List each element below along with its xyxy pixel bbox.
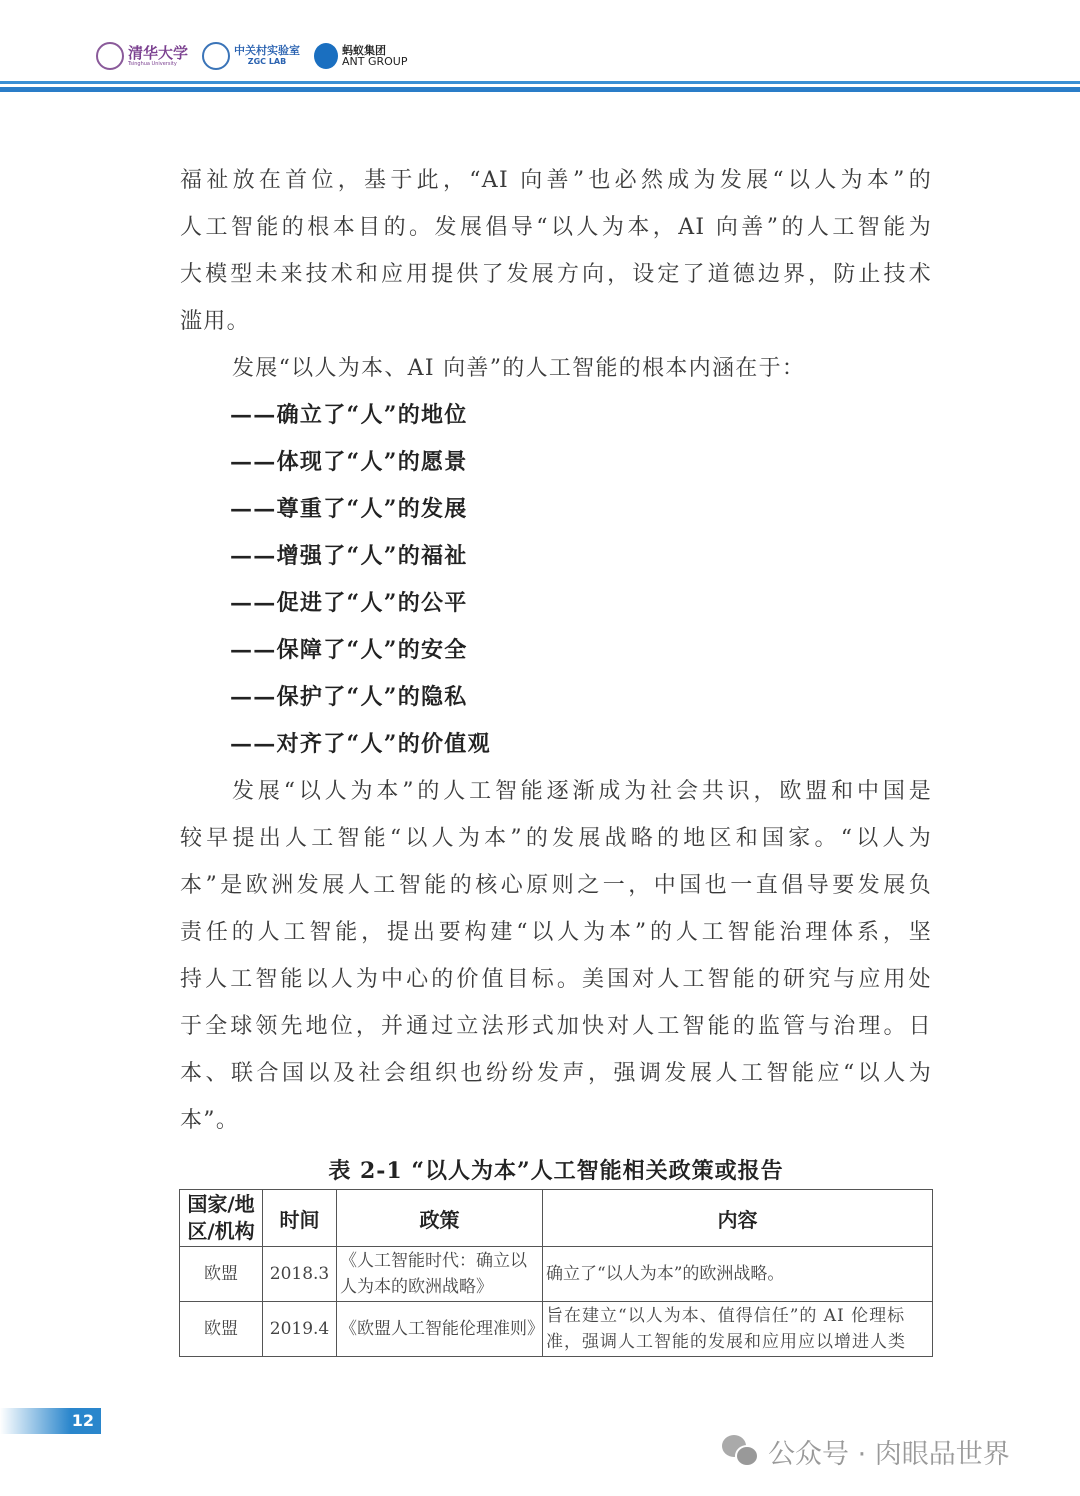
text-line: 责任的人工智能，提出要构建“以人为本”的人工智能治理体系，坚 (180, 920, 932, 945)
page-number: 12 (0, 1408, 101, 1434)
text-line: 滥用。 (180, 309, 250, 334)
list-item: ——对齐了“人”的价值观 (230, 731, 491, 757)
text-line: 于全球领先地位，并通过立法形式加快对人工智能的监管与治理。日 (180, 1014, 932, 1039)
table-caption: 表 2-1 “以人为本”人工智能相关政策或报告 (328, 1158, 784, 1184)
cell-content: 确立了“以人为本”的欧洲战略。 (543, 1247, 933, 1302)
text-line: 本、联合国以及社会组织也纷纷发声，强调发展人工智能应“以人为 (180, 1061, 932, 1086)
text-line: 人工智能的根本目的。发展倡导“以人为本，AI 向善”的人工智能为 (180, 215, 932, 240)
header-policy: 政策 (337, 1190, 543, 1247)
tsinghua-logo: 清华大学 Tsinghua University (96, 42, 188, 70)
ant-group-logo: 蚂蚁集团 ANT GROUP (314, 43, 407, 69)
cell-policy: 《人工智能时代：确立以人为本的欧洲战略》 (337, 1247, 543, 1302)
table-row (180, 1247, 933, 1302)
text-line: 持人工智能以人为中心的价值目标。美国对人工智能的研究与应用处 (180, 967, 932, 992)
zgc-lab-logo: 中关村实验室 ZGC LAB (202, 42, 300, 70)
list-item: ——尊重了“人”的发展 (230, 496, 468, 522)
list-item: ——保障了“人”的安全 (230, 637, 468, 663)
text-line: 发展“以人为本、AI 向善”的人工智能的根本内涵在于： (232, 356, 806, 381)
table-row (180, 1302, 933, 1357)
header-logos (96, 36, 408, 76)
list-item: ——增强了“人”的福祉 (230, 543, 468, 569)
wechat-icon (722, 1435, 760, 1469)
text-line: 发展“以人为本”的人工智能逐渐成为社会共识，欧盟和中国是 (232, 779, 932, 804)
cell-region: 欧盟 (180, 1247, 263, 1302)
list-item: ——确立了“人”的地位 (230, 402, 468, 428)
watermark (722, 1432, 1010, 1471)
header-divider-thin (0, 81, 1080, 84)
list-item: ——促进了“人”的公平 (230, 590, 468, 616)
cell-region: 欧盟 (180, 1302, 263, 1357)
text-line: 大模型未来技术和应用提供了发展方向，设定了道德边界，防止技术 (180, 262, 932, 287)
text-line: 本”。 (180, 1108, 240, 1133)
list-item: ——体现了“人”的愿景 (230, 449, 468, 475)
header-time: 时间 (263, 1190, 337, 1247)
header-content: 内容 (543, 1190, 933, 1247)
text-line: 较早提出人工智能“以人为本”的发展战略的地区和国家。“以人为 (180, 826, 932, 851)
list-item: ——保护了“人”的隐私 (230, 684, 468, 710)
table-header-row (180, 1190, 933, 1247)
cell-time: 2018.3 (263, 1247, 337, 1302)
text-line: 本”是欧洲发展人工智能的核心原则之一，中国也一直倡导要发展负 (180, 873, 932, 898)
cell-time: 2019.4 (263, 1302, 337, 1357)
cell-content: 旨在建立“以人为本、值得信任”的 AI 伦理标准，强调人工智能的发展和应用应以增进人类 (543, 1302, 933, 1357)
policy-table (179, 1189, 933, 1357)
header-region: 国家/地区/机构 (180, 1190, 263, 1247)
cell-policy: 《欧盟人工智能伦理准则》 (337, 1302, 543, 1357)
text-line: 福祉放在首位，基于此，“AI 向善”也必然成为发展“以人为本”的 (180, 168, 932, 193)
body-text (180, 157, 932, 1144)
header-divider-thick (0, 87, 1080, 92)
watermark-text: 公众号 · 肉眼品世界 (768, 1439, 1010, 1470)
